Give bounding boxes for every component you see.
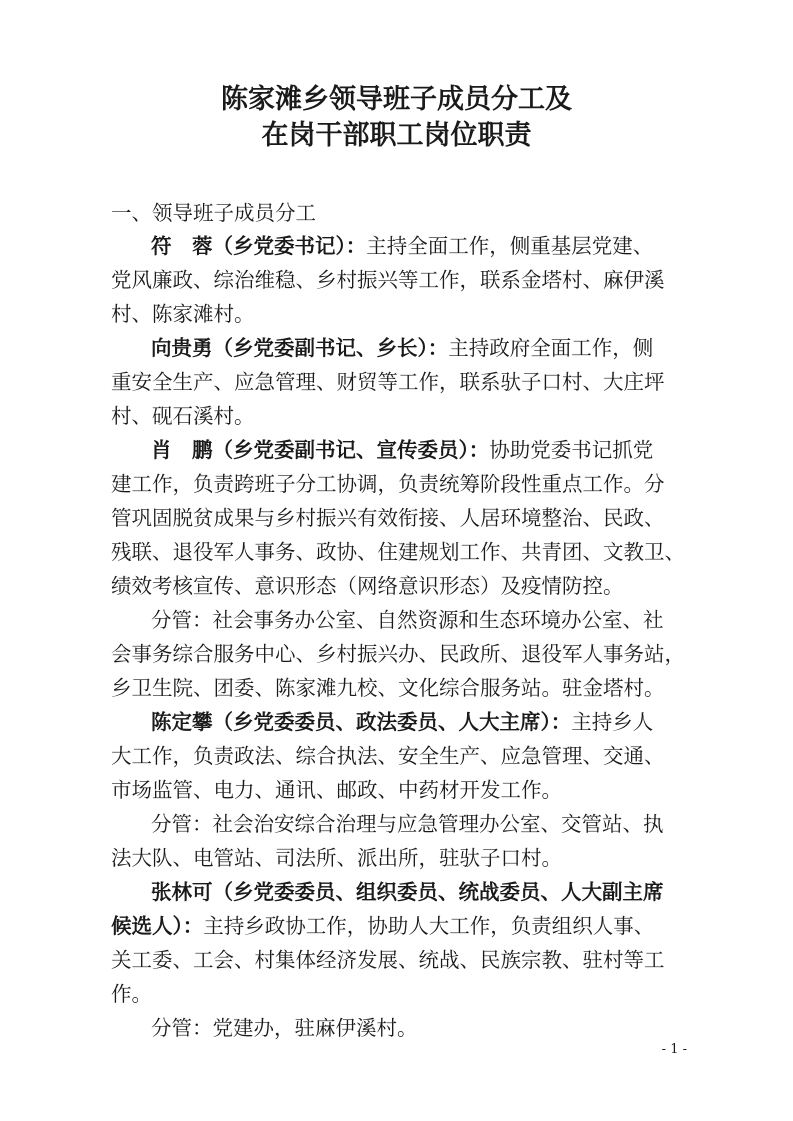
paragraph-line: 候选人）：主持乡政协工作，协助人大工作，负责组织人事、	[111, 914, 655, 938]
page-number: - 1 -	[661, 1042, 687, 1057]
paragraph-line: 大工作，负责政法、综合执法、安全生产、应急管理、交通、	[111, 744, 665, 768]
paragraph-line: 市场监管、电力、通讯、邮政、中药材开发工作。	[111, 778, 562, 802]
paragraph-line: 符 蓉（乡党委书记）：主持全面工作，侧重基层党建、	[151, 234, 654, 258]
paragraph-line: 陈定攀（乡党委委员、政法委员、人大主席）：主持乡人	[151, 710, 654, 734]
person-heading: 符 蓉（乡党委书记）：	[151, 234, 367, 258]
paragraph-line: 分管：社会治安综合治理与应急管理办公室、交管站、执	[151, 812, 664, 836]
paragraph-line: 会事务综合服务中心、乡村振兴办、民政所、退役军人事务站，	[111, 642, 685, 666]
paragraph-line: 建工作，负责跨班子分工协调，负责统筹阶段性重点工作。分	[111, 472, 665, 496]
paragraph-line: 法大队、电管站、司法所、派出所，驻驮子口村。	[111, 846, 562, 870]
paragraph-line: 村、陈家滩村。	[111, 302, 255, 326]
paragraph-line: 肖 鹏（乡党委副书记、宣传委员）：协助党委书记抓党	[151, 438, 654, 462]
paragraph-line: 作。	[111, 982, 152, 1006]
person-heading: 陈定攀（乡党委委员、政法委员、人大主席）：	[151, 710, 572, 734]
person-heading: 肖 鹏（乡党委副书记、宣传委员）：	[151, 438, 490, 462]
person-heading: 向贵勇（乡党委副书记、乡长）：	[151, 336, 449, 360]
paragraph-line: 关工委、工会、村集体经济发展、统战、民族宗教、驻村等工	[111, 948, 665, 972]
document-title-line-2: 在岗干部职工岗位职责	[261, 120, 532, 151]
paragraph-line: 向贵勇（乡党委副书记、乡长）：主持政府全面工作，侧	[151, 336, 654, 360]
paragraph-line: 乡卫生院、团委、陈家滩九校、文化综合服务站。驻金塔村。	[111, 676, 665, 700]
paragraph-line: 村、砚石溪村。	[111, 404, 255, 428]
person-heading: 张林可（乡党委委员、组织委员、统战委员、人大副主席	[151, 880, 664, 904]
paragraph-line: 党风廉政、综治维稳、乡村振兴等工作，联系金塔村、麻伊溪	[111, 268, 665, 292]
section-heading: 一、领导班子成员分工	[111, 201, 316, 225]
paragraph-line	[151, 879, 751, 905]
paragraph-line: 重安全生产、应急管理、财贸等工作，联系驮子口村、大庄坪	[111, 370, 665, 394]
document-title-line-1: 陈家滩乡领导班子成员分工及	[221, 84, 572, 115]
paragraph-line: 残联、退役军人事务、政协、住建规划工作、共青团、文教卫、	[111, 540, 685, 564]
paragraph-line: 管巩固脱贫成果与乡村振兴有效衔接、人居环境整治、民政、	[111, 506, 665, 530]
paragraph-line: 分管：党建办，驻麻伊溪村。	[151, 1016, 418, 1040]
paragraph-line: 分管：社会事务办公室、自然资源和生态环境办公室、社	[151, 608, 664, 632]
person-heading-continued: 候选人）：	[111, 914, 204, 938]
paragraph-line: 绩效考核宣传、意识形态（网络意识形态）及疫情防控。	[111, 574, 624, 598]
